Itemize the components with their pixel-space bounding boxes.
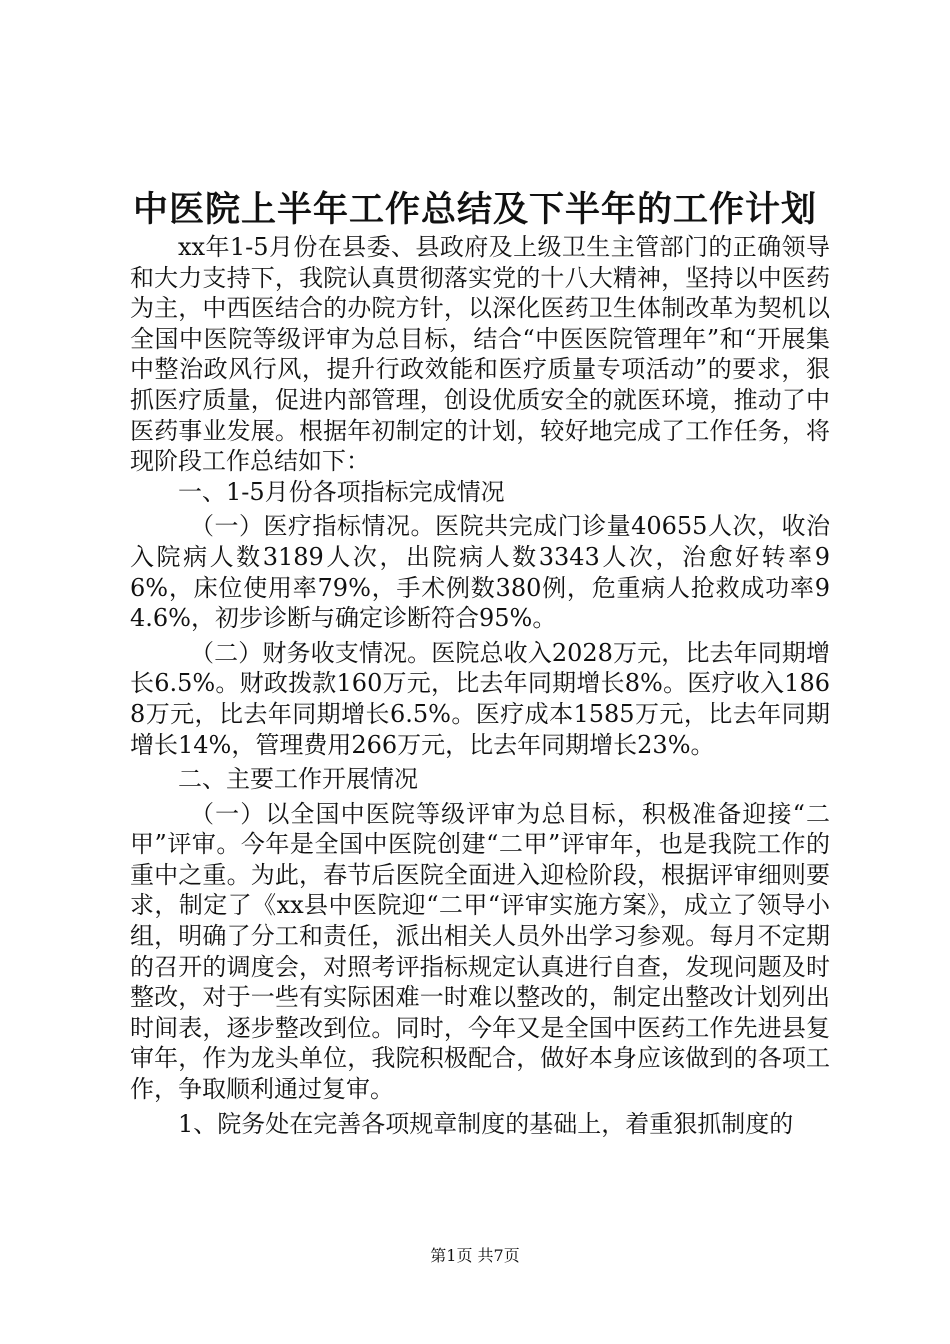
document-title: 中医院上半年工作总结及下半年的工作计划 — [132, 190, 817, 230]
intro-paragraph: xx年1-5月份在县委、县政府及上级卫生主管部门的正确领导和大力支持下，我院认真贯彻落实党的十八大精神，坚持以中医药为主，中西医结合的办院方针，以深化医药卫生体制改革为契机以全国中医院等级评审为总目标，结合“中医医院管理年”和“开展集中整治政风行风，提升行政效能和医疗质量专项活动”的要求，狠抓医疗质量，促进内部管理，创设优质安全的就医环境，推动了中医药事业发展。根据年初制定的计划，较好地完成了工作任务，将现阶段工作总结如下： — [130, 233, 830, 476]
section-heading-1: 一、1-5月份各项指标完成情况 — [178, 477, 505, 506]
item-1-paragraph: 1、院务处在完善各项规章制度的基础上，着重狠抓制度的 — [178, 1109, 794, 1138]
accreditation-paragraph: （一）以全国中医院等级评审为总目标，积极准备迎接“二甲”评审。今年是全国中医院创建“二甲”评审年，也是我院工作的重中之重。为此，春节后医院全面进入迎检阶段，根据评审细则要求，制定了《xx县中医院迎“二甲“评审实施方案》，成立了领导小组，明确了分工和责任，派出相关人员外出学习参观。每月不定期的召开的调度会，对照考评指标规定认真进行自查，发现问题及时整改，对于一些有实际困难一时难以整改的，制定出整改计划列出时间表，逐步整改到位。同时，今年又是全国中医药工作先进县复审年，作为龙头单位，我院积极配合，做好本身应该做到的各项工作，争取顺利通过复审。 — [130, 799, 830, 1104]
page-number-footer: 第1页 共7页 — [430, 1246, 520, 1265]
document-body — [130, 232, 830, 1139]
medical-indicators-paragraph: （一）医疗指标情况。医院共完成门诊量40655人次，收治入院病人数3189人次，出院病人数3343人次，治愈好转率96%，床位使用率79%，手术例数380例，危重病人抢救成功率94.6%，初步诊断与确定诊断符合95%。 — [130, 512, 830, 633]
section-heading-2: 二、主要工作开展情况 — [178, 765, 418, 794]
finance-paragraph: （二）财务收支情况。医院总收入2028万元，比去年同期增长6.5%。财政拨款160万元，比去年同期增长8%。医疗收入1868万元，比去年同期增长6.5%。医疗成本1585万元，比去年同期增长14%，管理费用266万元，比去年同期增长23%。 — [130, 638, 830, 759]
